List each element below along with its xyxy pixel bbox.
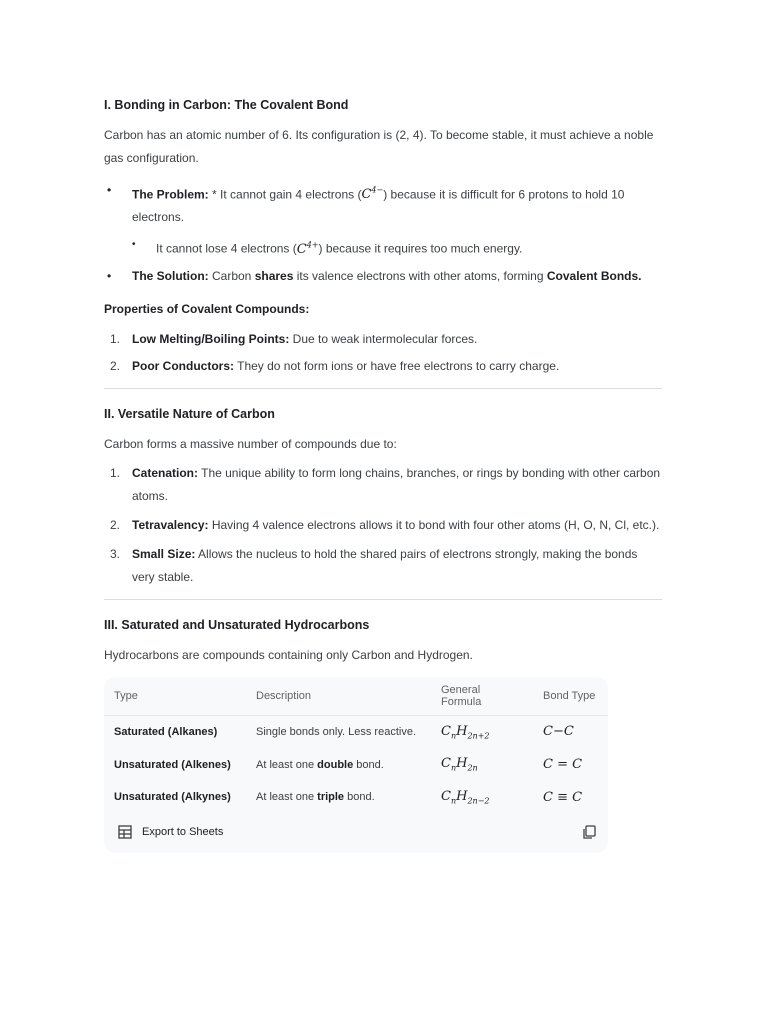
solution-bold-2: Covalent Bonds. bbox=[546, 268, 642, 283]
section-3-heading: III. Saturated and Unsaturated Hydrocarbons bbox=[104, 617, 370, 632]
section-1-heading: I. Bonding in Carbon: The Covalent Bond bbox=[104, 98, 349, 112]
bullet-icon: • bbox=[107, 268, 112, 283]
list-number: 1. bbox=[110, 465, 121, 480]
carbon-anion-formula: $C^{4-}$ bbox=[361, 186, 384, 203]
list-number: 2. bbox=[110, 517, 121, 532]
problem-sub-list bbox=[104, 233, 662, 260]
problem-text-a: * It cannot gain 4 electrons ( bbox=[208, 187, 362, 202]
lose-text-a: It cannot lose 4 electrons ( bbox=[156, 241, 297, 256]
cell-bond-type: C = C bbox=[543, 757, 583, 773]
solution-list bbox=[104, 265, 662, 288]
cell-type: Unsaturated (Alkenes) bbox=[114, 758, 231, 771]
bullet-icon: • bbox=[107, 183, 112, 197]
properties-heading: Properties of Covalent Compounds: bbox=[104, 301, 310, 316]
list-number: 3. bbox=[110, 546, 121, 561]
list-item-problem bbox=[104, 179, 662, 229]
section-2-heading: II. Versatile Nature of Carbon bbox=[104, 406, 275, 421]
solution-label: The Solution: bbox=[132, 268, 209, 283]
item-label: Small Size: bbox=[132, 546, 196, 561]
divider bbox=[104, 599, 662, 600]
problem-text-b: ) because it is difficult for 6 protons to hold 10 electrons. bbox=[132, 187, 625, 225]
table-footer bbox=[104, 813, 608, 853]
table-header-row bbox=[104, 677, 608, 716]
bonding-list bbox=[104, 179, 662, 229]
cell-formula: $C_nH_{2n}$ bbox=[441, 756, 478, 773]
cell-type: Saturated (Alkanes) bbox=[114, 725, 218, 738]
table-row bbox=[104, 748, 608, 781]
export-label: Export to Sheets bbox=[142, 826, 224, 839]
hydrocarbon-table bbox=[104, 677, 608, 814]
property-label: Poor Conductors: bbox=[132, 358, 234, 373]
cell-description: At least one double bond. bbox=[256, 758, 384, 771]
bullet-icon: • bbox=[132, 239, 136, 251]
column-header-formula: General Formula bbox=[441, 683, 482, 708]
table-row bbox=[104, 715, 608, 748]
column-header-type: Type bbox=[114, 689, 138, 702]
document bbox=[104, 96, 662, 853]
list-item bbox=[104, 355, 662, 378]
item-label: Tetravalency: bbox=[132, 517, 209, 532]
solution-text-a: Carbon bbox=[208, 268, 255, 283]
list-item bbox=[104, 328, 662, 351]
cell-description: At least one triple bond. bbox=[256, 791, 375, 804]
solution-text-b: its valence electrons with other atoms, forming bbox=[293, 268, 547, 283]
properties-list bbox=[104, 328, 662, 378]
problem-label: The Problem: bbox=[132, 187, 209, 202]
column-header-description: Description bbox=[256, 689, 312, 702]
list-item bbox=[104, 543, 662, 589]
lose-text-b: ) because it requires too much energy. bbox=[318, 241, 523, 256]
solution-bold: shares bbox=[254, 268, 294, 283]
item-text: Having 4 valence electrons allows it to bond with four other atoms (H, O, N, Cl, etc.). bbox=[208, 517, 660, 532]
carbon-cation-formula: $C^{4+}$ bbox=[296, 240, 319, 257]
list-number: 2. bbox=[110, 358, 121, 373]
cell-type: Unsaturated (Alkynes) bbox=[114, 791, 231, 804]
table-icon bbox=[118, 825, 132, 839]
section-1-intro: Carbon has an atomic number of 6. Its configuration is (2, 4). To become stable, it must achieve a noble gas configuration. bbox=[104, 128, 654, 165]
export-to-sheets-button[interactable] bbox=[118, 825, 223, 839]
list-number: 1. bbox=[110, 331, 121, 346]
section-2-intro: Carbon forms a massive number of compounds due to: bbox=[104, 436, 397, 451]
versatility-list bbox=[104, 462, 662, 589]
cell-formula: $C_nH_{2n+2}$ bbox=[441, 723, 490, 741]
list-item bbox=[104, 514, 662, 537]
hydrocarbon-table-card bbox=[104, 677, 608, 854]
list-item-solution bbox=[104, 265, 662, 288]
cell-formula: $C_nH_{2n-2}$ bbox=[441, 788, 490, 806]
list-item-lose bbox=[104, 233, 662, 260]
property-text: They do not form ions or have free electrons to carry charge. bbox=[234, 358, 560, 373]
cell-bond-type: C−C bbox=[543, 724, 574, 740]
list-item bbox=[104, 462, 662, 508]
cell-bond-type: C ≡ C bbox=[543, 789, 583, 805]
divider bbox=[104, 388, 662, 389]
item-text: The unique ability to form long chains, branches, or rings by bonding with other carbon atoms. bbox=[132, 465, 661, 503]
section-3-intro: Hydrocarbons are compounds containing only Carbon and Hydrogen. bbox=[104, 647, 473, 662]
item-text: Allows the nucleus to hold the shared pairs of electrons strongly, making the bonds very stable. bbox=[132, 546, 638, 584]
item-label: Catenation: bbox=[132, 465, 198, 480]
property-text: Due to weak intermolecular forces. bbox=[289, 331, 478, 346]
property-label: Low Melting/Boiling Points: bbox=[132, 331, 290, 346]
table-row bbox=[104, 781, 608, 814]
copy-icon[interactable] bbox=[582, 825, 596, 839]
cell-description: Single bonds only. Less reactive. bbox=[256, 725, 416, 738]
column-header-bond-type: Bond Type bbox=[543, 689, 596, 702]
